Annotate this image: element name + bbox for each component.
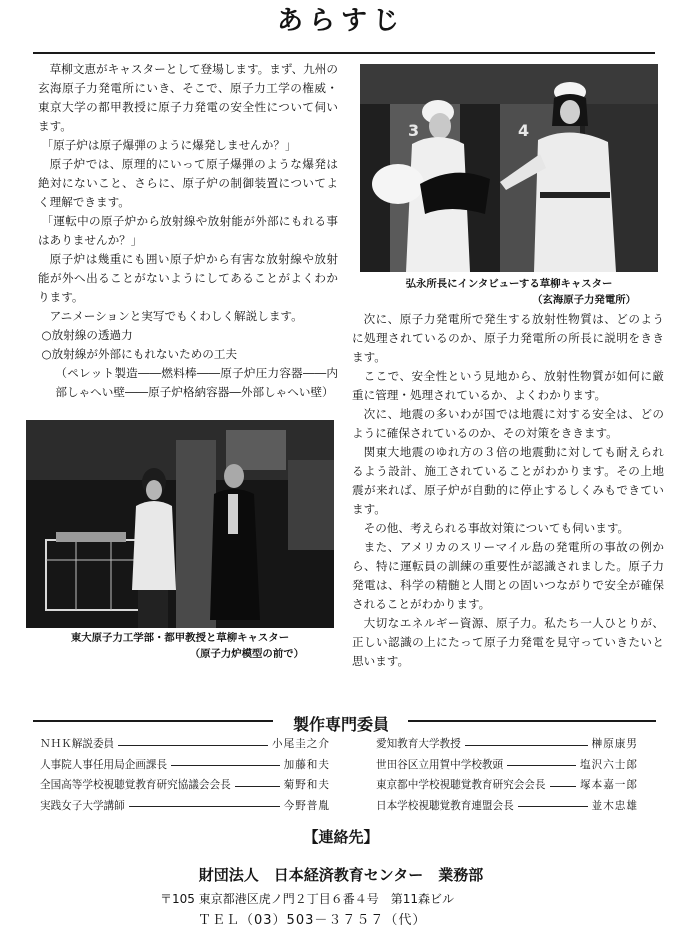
photo1-caption-line1: 弘永所長にインタビューする草柳キャスター [405,278,613,290]
member-name: 塚本嘉一郎 [580,779,638,791]
member-name: 小尾圭之介 [272,738,330,750]
leader-line [235,786,280,787]
photo2-caption-line2: （原子力炉模型の前で） [189,648,304,660]
committee-member-row [40,734,330,755]
committee-right-list [376,734,638,816]
right-paragraph: その他、考えられる事故対策についても伺います。 [363,521,630,535]
member-name: 加藤和夫 [283,758,330,771]
contact-organization: 財団法人 日本経済教育センター 業務部 [198,866,484,884]
contact-address: 〒105 東京都港区虎ノ門２丁目６番４号 第11森ビル [160,892,454,906]
member-name: 菊野和夫 [283,779,330,791]
left-text-column [38,60,338,402]
right-paragraph: ここで、安全性という見地から、放射性物質が如何に厳重に管理・処理されているか、よくわかります。 [352,369,664,402]
photo-professor-reactor-model [26,420,334,628]
committee-member-row [376,755,638,776]
committee-member-row [376,775,638,796]
leader-line [518,806,588,807]
committee-title: 製作専門委員 [292,715,389,734]
leader-line [507,765,576,766]
right-paragraph: また、アメリカのスリーマイル島の発電所の事故の例から、特に運転員の訓練の重要性が認識されました。原子力発電は、科学の精髄と人間との固いつながりで安全が確保されることがわかります。 [352,540,664,611]
photo1-caption [360,276,658,308]
photo1-caption-line2: （玄海原子力発電所） [532,294,636,306]
member-name: 榊原康男 [591,738,638,750]
door-label-3: 3 [408,121,420,140]
leader-line [465,745,588,746]
committee-member-row [40,755,330,776]
committee-member-row [376,734,638,755]
leader-line [550,786,577,787]
left-paragraph: 原子炉では、原理的にいって原子爆弾のような爆発は絶対にないこと、さらに、原子炉の制御装置についてよく理解できます。 [38,157,338,209]
member-name: 塩沢六士郎 [580,758,638,771]
title-rule [33,52,655,54]
member-role: 実践女子大学講師 [40,799,125,812]
right-paragraph: 次に、地震の多いわが国では地震に対する安全は、どのように確保されているのか、その対策をききます。 [352,407,664,440]
committee-rule-right [408,720,656,722]
committee-member-row [376,796,638,817]
right-paragraph: 大切なエネルギー資源、原子力。私たち一人ひとりが、正しい認識の上にたって原子力発電を見守っていきたいと思います。 [352,616,664,668]
photo2-caption-line1: 東大原子力工学部・都甲教授と草柳キャスター [70,632,290,644]
member-role: 愛知教育大学教授 [376,738,461,750]
left-paragraph: アニメーションと実写でもくわしく解説します。 [49,309,303,323]
page-title: あらすじ [276,6,405,36]
contact-heading: 【連絡先】 [303,828,379,846]
member-name: 今野普胤 [283,799,330,812]
left-paragraph: 「運転中の原子炉から放射線や放射能が外部にもれる事はありませんか？」 [38,214,338,247]
contact-tel: ＴＥＬ（03）503－３７５７（代） [198,913,427,928]
committee-member-row [40,775,330,796]
left-paragraph: ○放射線の透過力 [41,328,133,342]
left-paragraph: 草柳文恵がキャスターとして登場します。まず、九州の玄海原子力発電所にいき、そこで、原子力工学の権威・東京大学の都甲教授に原子力発電の安全性について伺います。 [38,62,338,133]
committee-left-list [40,734,330,816]
door-label-4: 4 [518,121,530,140]
right-paragraph: 関東大地震のゆれ方の３倍の地震動に対しても耐えられるよう設計、施工されていることがわかります。その上地震が来れば、原子炉が自動的に停止するしくみもできています。 [352,445,664,516]
right-paragraph: 次に、原子力発電所で発生する放射性物質は、どのように処理されているのか、原子力発電所の所長に説明をききます。 [352,312,664,364]
leader-line [171,765,280,766]
leader-line [129,806,280,807]
photo2-caption [26,630,334,662]
member-role: 全国高等学校視聴覚教育研究協議会会長 [40,779,231,791]
left-paragraph: 「原子炉は原子爆弾のように爆発しませんか？」 [41,138,297,152]
left-paragraph: ○放射線が外部にもれないための工夫 [41,347,238,361]
member-name: 並木忠雄 [591,799,638,812]
photo-interview-genkai [360,64,658,272]
member-role: 日本学校視聴覚教育連盟会長 [376,799,514,812]
right-text-column [352,310,664,671]
member-role: ＮＨＫ解説委員 [40,738,115,750]
left-paragraph: （ペレット製造――燃料棒――原子炉圧力容器――内部しゃへい壁――原子炉格納容器―外部しゃへい壁） [55,366,338,399]
committee-member-row [40,796,330,817]
leader-line [118,745,268,746]
member-role: 世田谷区立用賀中学校教頭 [376,758,504,771]
member-role: 東京都中学校視聴覚教育研究会会長 [376,779,546,791]
left-paragraph: 原子炉は幾重にも囲い原子炉から有害な放射線や放射能が外へ出ることがないようにしてあることがよくわかります。 [38,252,338,304]
member-role: 人事院人事任用局企画課長 [40,758,168,771]
